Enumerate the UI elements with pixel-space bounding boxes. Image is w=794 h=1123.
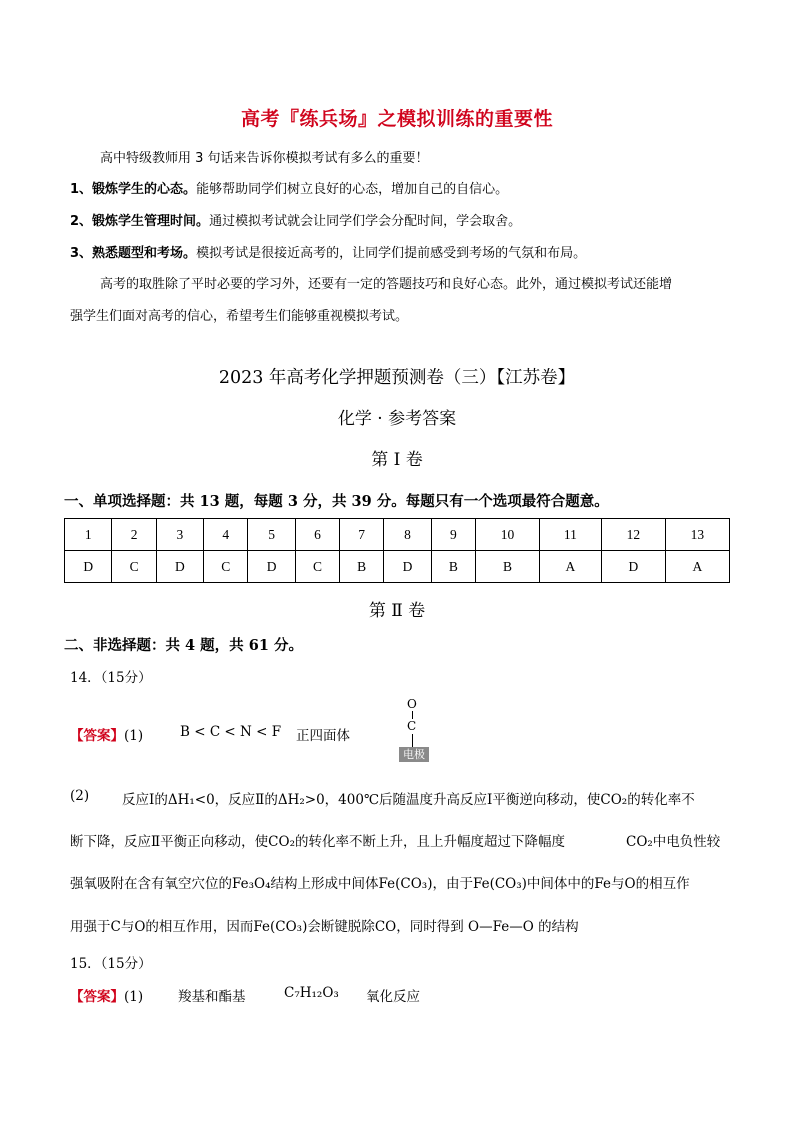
q15-part1: 【答案】(1) — [70, 989, 144, 1005]
table-cell: 9 — [431, 519, 475, 551]
table-cell: D — [248, 551, 295, 583]
intro-paragraph-line2: 强学生们面对高考的信心，希望考生们能够重视模拟考试。 — [70, 309, 409, 324]
table-cell: D — [601, 551, 665, 583]
atom-o: O — [407, 697, 417, 711]
table-row-numbers — [65, 519, 730, 551]
table-cell: 1 — [65, 519, 112, 551]
table-cell: A — [665, 551, 729, 583]
table-cell: D — [156, 551, 203, 583]
q15-molecular-formula: C₇H₁₂O₃ — [284, 985, 339, 1001]
table-cell: B — [431, 551, 475, 583]
table-cell: 5 — [248, 519, 295, 551]
intro-lead: 高中特级教师用 3 句话来告诉你模拟考试有多么的重要！ — [100, 151, 429, 166]
q14-part2-line1: 反应Ⅰ的ΔH₁<0，反应Ⅱ的ΔH₂>0，400℃后随温度升高反应Ⅰ平衡逆向移动，使CO₂的转化率不 — [122, 792, 695, 808]
q15-functional-groups: 羧基和酯基 — [178, 989, 246, 1005]
atom-c: C — [407, 719, 417, 733]
table-cell: B — [475, 551, 539, 583]
answer-tag: 【答案】 — [70, 989, 124, 1005]
table-cell: B — [340, 551, 384, 583]
point-1: 1、锻炼学生的心态。能够帮助同学们树立良好的心态，增加自己的自信心。 — [70, 182, 509, 197]
intro-paragraph-line1: 高考的取胜除了平时必要的学习外，还要有一定的答题技巧和良好心态。此外，通过模拟考试还能增 — [100, 277, 673, 292]
table-cell: D — [65, 551, 112, 583]
exam-title: 2023 年高考化学押题预测卷（三）【江苏卷】 — [218, 368, 576, 388]
table-cell: C — [295, 551, 339, 583]
table-row-answers — [65, 551, 730, 583]
q15-reaction-type: 氧化反应 — [366, 989, 420, 1005]
q14-heading: 14．（15分） — [70, 670, 152, 686]
q14-part3-line3: 用强于C与O的相互作用，因而Fe(CO₃)会断键脱除CO，同时得到 O—Fe—O 的结构 — [70, 919, 579, 935]
q14-part2-number: (2) — [70, 788, 90, 804]
q15-heading: 15．（15分） — [70, 956, 152, 972]
table-cell: A — [540, 551, 602, 583]
table-cell: C — [204, 551, 248, 583]
table-cell: 6 — [295, 519, 339, 551]
q14-part3-start: CO₂中电负性较 — [626, 834, 721, 850]
table-cell: 2 — [112, 519, 156, 551]
point-2: 2、锻炼学生管理时间。通过模拟考试就会让同学们学会分配时间，学会取舍。 — [70, 214, 522, 229]
q14-geometry: 正四面体 — [296, 728, 350, 744]
q14-electronegativity-order: B < C < N < F — [180, 724, 282, 740]
table-cell: 13 — [665, 519, 729, 551]
volume-1-heading: 第 Ⅰ 卷 — [371, 450, 423, 470]
point-3: 3、熟悉题型和考场。模拟考试是很接近高考的，让同学们提前感受到考场的气氛和布局。 — [70, 246, 587, 261]
q14-part3-line2: 强氧吸附在含有氧空穴位的Fe₃O₄结构上形成中间体Fe(CO₃)，由于Fe(CO₃)中间体中的Fe与O的相互作 — [70, 876, 690, 892]
bond-line — [412, 711, 413, 719]
electrode-label: 电极 — [399, 747, 429, 762]
exam-subtitle: 化学 · 参考答案 — [337, 409, 457, 429]
volume-2-heading: 第 Ⅱ 卷 — [368, 601, 426, 621]
co-adsorption-structure-icon — [399, 697, 429, 767]
table-cell: D — [384, 551, 431, 583]
section-2-heading: 二、非选择题：共 4 题，共 61 分。 — [64, 637, 303, 654]
q14-part2-line2: 断下降，反应Ⅱ平衡正向移动，使CO₂的转化率不断上升，且上升幅度超过下降幅度 — [70, 834, 565, 850]
table-cell: 3 — [156, 519, 203, 551]
q14-part1: 【答案】(1) — [70, 728, 144, 744]
table-cell: 10 — [475, 519, 539, 551]
section-1-heading: 一、单项选择题：共 13 题，每题 3 分，共 39 分。每题只有一个选项最符合题意。 — [64, 493, 609, 510]
table-cell: 8 — [384, 519, 431, 551]
table-cell: 12 — [601, 519, 665, 551]
table-cell: 4 — [204, 519, 248, 551]
bond-line — [412, 734, 413, 747]
table-cell: 11 — [540, 519, 602, 551]
header-title: 高考『练兵场』之模拟训练的重要性 — [240, 108, 553, 130]
answer-tag: 【答案】 — [70, 728, 124, 744]
table-cell: 7 — [340, 519, 384, 551]
answer-table — [64, 518, 730, 583]
table-cell: C — [112, 551, 156, 583]
